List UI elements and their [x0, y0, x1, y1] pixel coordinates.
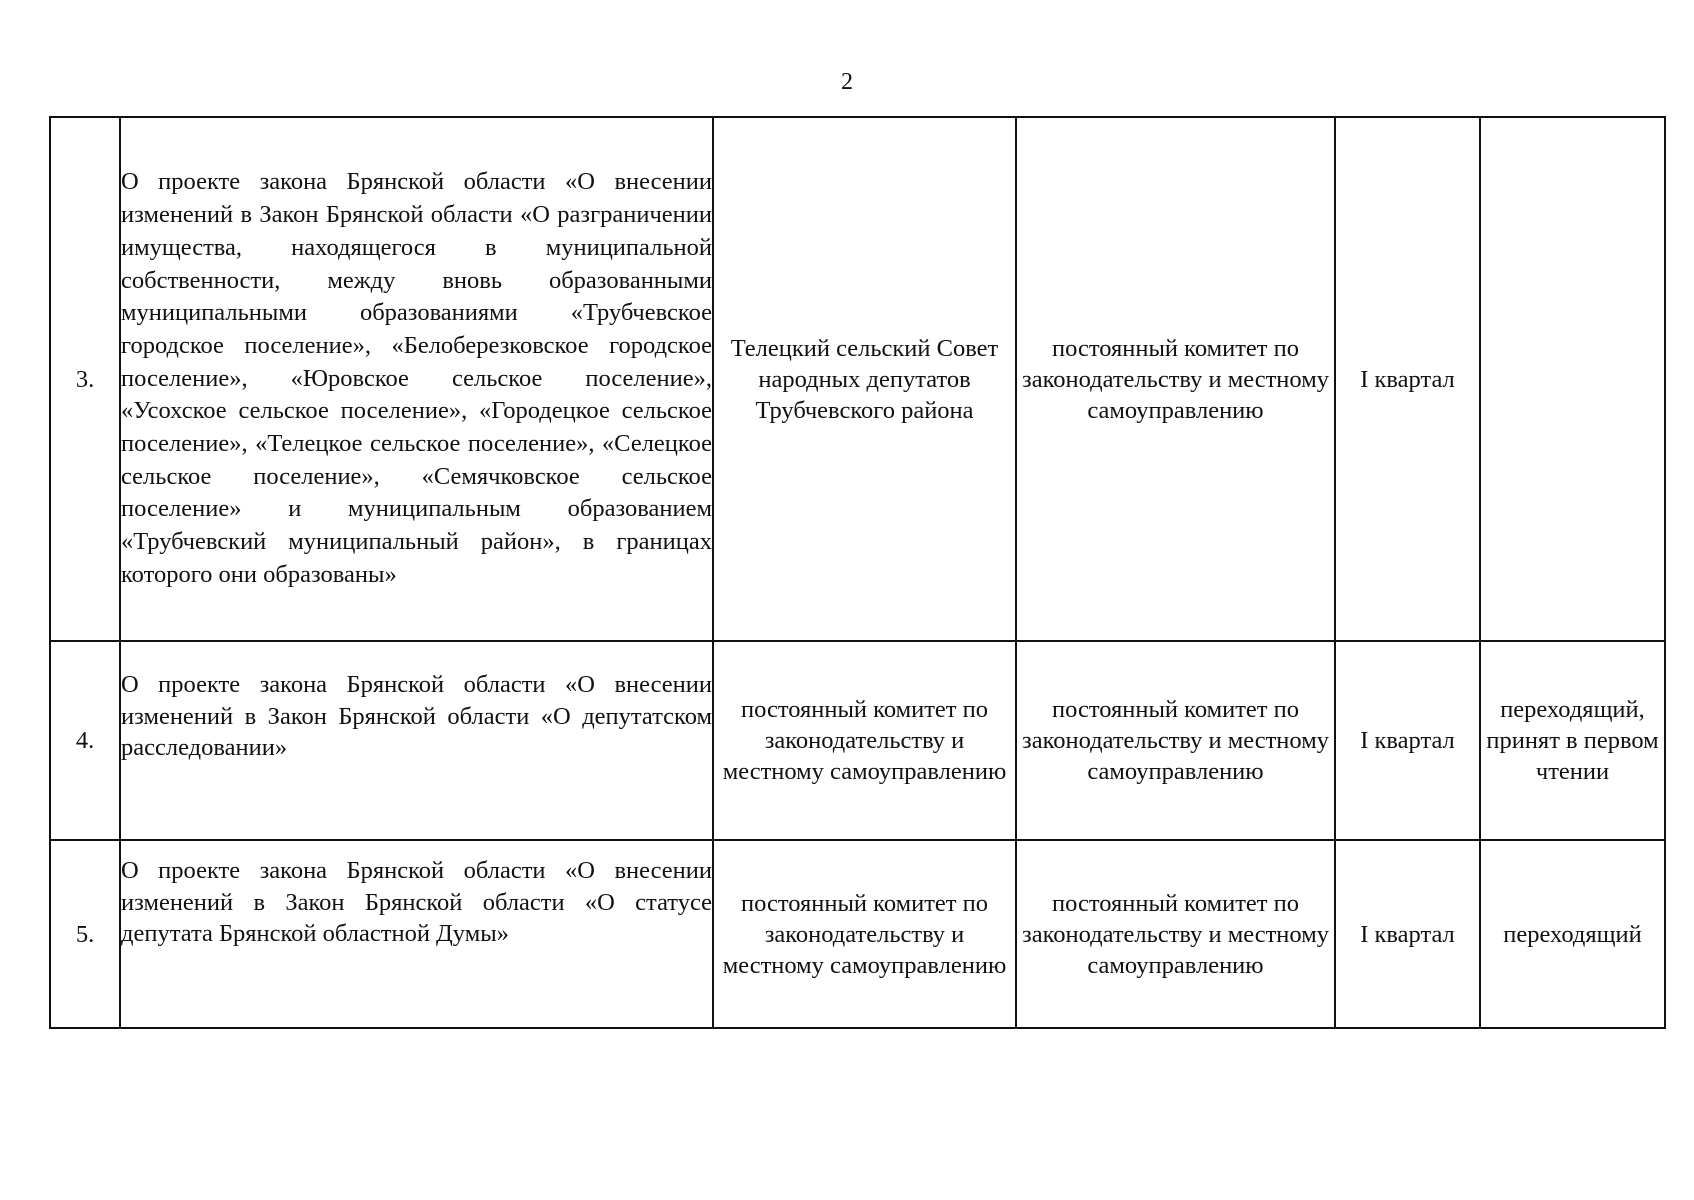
page-number: 2: [841, 69, 853, 95]
row-number: 3.: [50, 117, 120, 641]
note: [1480, 641, 1665, 840]
bill-title-text: О проекте закона Брянской области «О внесении изменений в Закон Брянской области «О депутатском расследовании»: [121, 671, 712, 761]
initiator: [713, 840, 1016, 1028]
initiator-text: Телецкий сельский Совет народных депутатов Трубчевского района: [730, 334, 999, 424]
bill-title: [120, 840, 713, 1028]
responsible-committee: [1016, 641, 1335, 840]
initiator-text: постоянный комитет по законодательству и местному самоуправлению: [722, 696, 1007, 785]
initiator: [713, 641, 1016, 840]
table-row: [50, 840, 1665, 1028]
bill-title: [120, 117, 713, 641]
responsible-text: постоянный комитет по законодательству и местному самоуправлению: [1022, 334, 1329, 424]
initiator-text: постоянный комитет по законодательству и местному самоуправлению: [722, 889, 1007, 979]
initiator: [713, 117, 1016, 641]
bill-title: [120, 641, 713, 840]
table-row: [50, 117, 1665, 641]
responsible-text: постоянный комитет по законодательству и местному самоуправлению: [1022, 696, 1329, 785]
note: [1480, 117, 1665, 641]
period: I квартал: [1335, 840, 1480, 1028]
period: I квартал: [1335, 117, 1480, 641]
bill-title-text: О проекте закона Брянской области «О внесении изменений в Закон Брянской области «О разграничении имущества, находящегося в муниципальной собственности, между вновь образованными муниципальными образованиями «Трубчевское городское поселение», «Белоберезковское городское поселение», «Юровское сельское поселение», «Усохское сельское поселение», «Городецкое сельское поселение», «Телецкое сельское поселение», «Селецкое сельское поселение», «Семячковское сельское поселение» и муниципальным образованием «Трубчевский муниципальный район», в границах которого они образованы»: [121, 168, 712, 588]
row-number: 5.: [50, 840, 120, 1028]
table-row: [50, 641, 1665, 840]
plan-table: [49, 116, 1666, 1029]
period: I квартал: [1335, 641, 1480, 840]
responsible-text: постоянный комитет по законодательству и местному самоуправлению: [1022, 889, 1329, 979]
bill-title-text: О проекте закона Брянской области «О внесении изменений в Закон Брянской области «О статусе депутата Брянской областной Думы»: [121, 857, 712, 947]
note: переходящий: [1480, 840, 1665, 1028]
responsible-committee: [1016, 117, 1335, 641]
note-text: переходящий, принят в первом чтении: [1486, 696, 1659, 785]
responsible-committee: [1016, 840, 1335, 1028]
row-number: 4.: [50, 641, 120, 840]
